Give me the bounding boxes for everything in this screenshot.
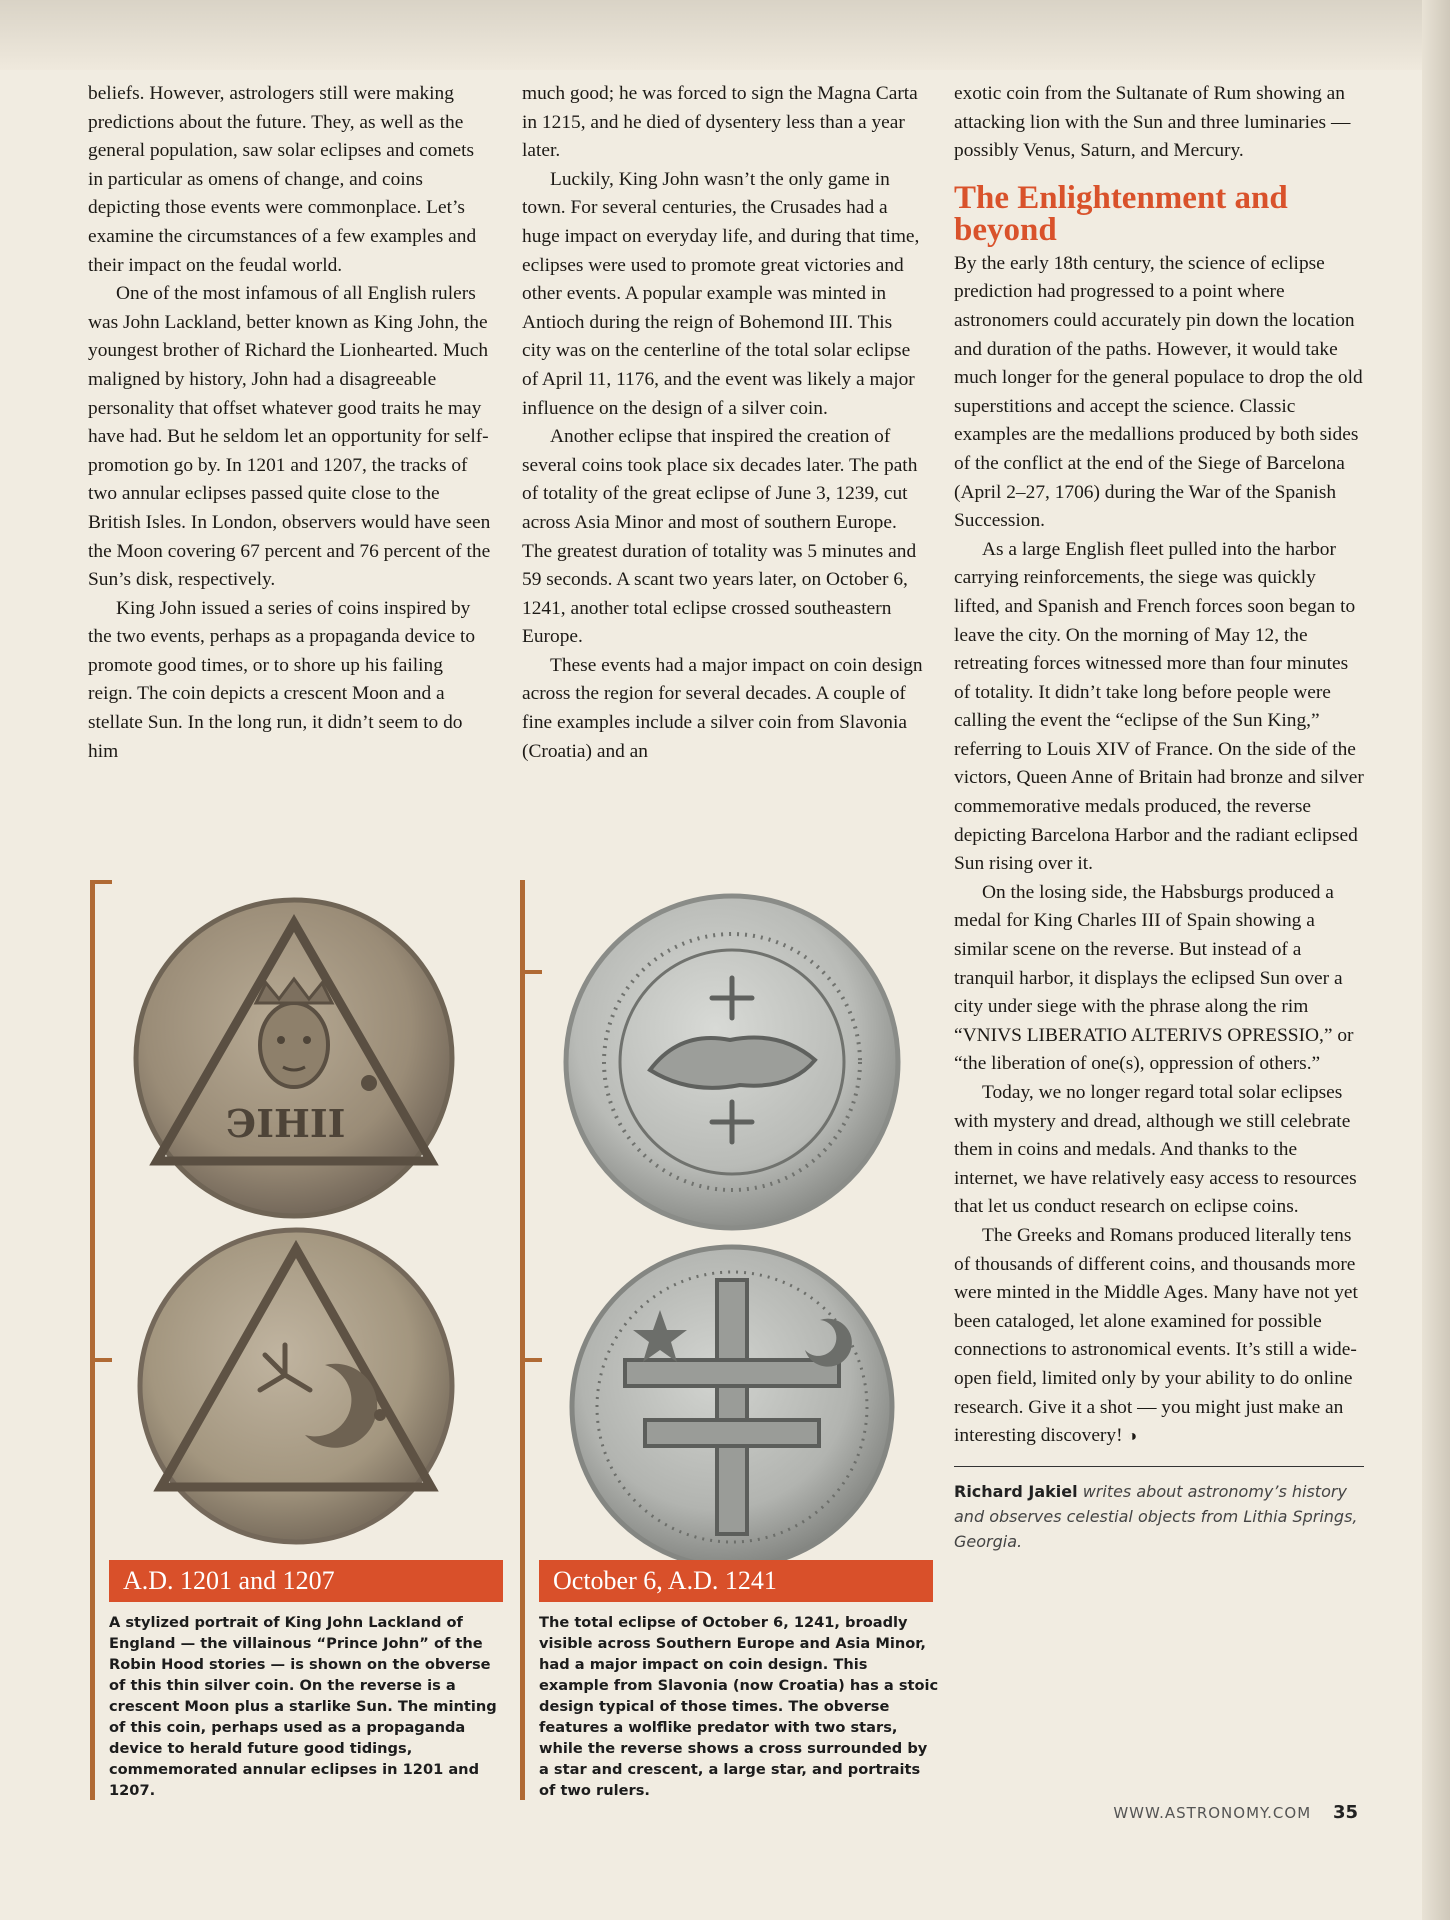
paragraph: exotic coin from the Sultanate of Rum showing an attacking lion with the Sun and three luminaries — possibly Venus, Saturn, and Mercury. [954,83,1351,162]
end-mark-icon: ◑ [1127,1428,1138,1446]
figure-king-john-coin [90,880,511,1800]
author-byline [954,1466,1364,1554]
paragraph-text: The Greeks and Romans produced literally tens of thousands of different coins, and thousands more were minted in the Middle Ages. Many have not yet been cataloged, let alone examined for possible connections to astronomical events. It’s still a wide-open field, limited only by your ability to do online research. Give it a shot — you might just make an interesting discovery! [954,1224,1358,1447]
paragraph: Another eclipse that inspired the creation of several coins took place six decades later. The path of totality of the great eclipse of June 3, 1239, cut across Asia Minor and most of southern Europe. The greatest duration of totality was 5 minutes and 59 seconds. A scant two years later, on October 6, 1241, another total eclipse crossed southeastern Europe. [522,426,918,648]
paragraph: beliefs. However, astrologers still were making predictions about the future. They, as well as the general population, saw solar eclipses and comets in particular as omens of change, and coins depicting those events were commonplace. Let’s examine the circumstances of a few examples and their impact on the feudal world. [88,83,477,276]
paragraph: On the losing side, the Habsburgs produced a medal for King Charles III of Spain showing a similar scene on the reverse. But instead of a tranquil harbor, it displays the eclipsed Sun over a city under siege with the phrase along the rim “VNIVS LIBERATIO ALTERIVS OPRESSIO,” or “the liberation of one(s), oppression of others.” [954,881,1354,1075]
coin-obverse-king-john [131,895,457,1221]
page-number: 35 [1332,1802,1358,1823]
article-column-1 [88,80,492,766]
figure-date-band: A.D. 1201 and 1207 [109,1560,503,1602]
paragraph: As a large English fleet pulled into the harbor carrying reinforcements, the siege was quickly lifted, and Spanish and French forces soon began to leave the city. On the morning of May 12, the retreating forces witnessed more than four minutes of totality. It didn’t take long before people were calling the event the “eclipse of the Sun King,” referring to Louis XIV of France. On the side of the victors, Queen Anne of Britain had bronze and silver commemorative medals produced, the reverse depicting Barcelona Harbor and the radiant eclipsed Sun rising over it. [954,538,1364,875]
paragraph: By the early 18th century, the science of eclipse prediction had progressed to a point where astronomers could accurately pin down the location and duration of the paths. However, it would take much longer for the general populace to drop the old superstitions and accept the science. Classic examples are the medallions produced by both sides of the conflict at the end of the Siege of Barcelona (April 2–27, 1706) during the War of the Spanish Succession. [954,252,1363,532]
figure-rule-tick [90,1358,112,1362]
figure-slavonia-coin [520,880,941,1800]
coin-reverse-cross [565,1240,899,1574]
article-column-3 [954,80,1364,1554]
figure-date-band: October 6, A.D. 1241 [539,1560,933,1602]
figure-caption: The total eclipse of October 6, 1241, broadly visible across Southern Europe and Asia Minor, had a major impact on coin design. This example from Slavonia (now Croatia) has a stoic design typical of those times. The obverse features a wolflike predator with two stars, while the reverse shows a cross surrounded by a star and crescent, a large star, and portraits of two rulers. [539,1614,939,1799]
section-heading: The Enlightenment and beyond [954,179,1288,248]
paragraph: King John issued a series of coins inspired by the two events, perhaps as a propaganda device to promote good times, or to shore up his failing reign. The coin depicts a crescent Moon and a stellate Sun. In the long run, it didn’t seem to do him [88,597,476,762]
article-column-2 [522,80,926,766]
author-bio: writes about astronomy’s history and observes celestial objects from Lithia Springs, Georgia. [954,1481,1358,1551]
paragraph: Today, we no longer regard total solar eclipses with mystery and dread, although we still celebrate them in coins and medals. And thanks to the internet, we have relatively easy access to resources that let us conduct research on eclipse coins. [954,1082,1357,1218]
coin-reverse-crescent-moon [135,1225,457,1547]
paragraph [954,1222,1364,1452]
figure-rule-tick [520,1358,542,1362]
figure-rule-tick [90,880,112,884]
paragraph: much good; he was forced to sign the Magna Carta in 1215, and he died of dysentery less than a year later. [522,83,918,162]
svg-text:ЭIHII: ЭIHII [226,1101,346,1146]
paragraph: One of the most infamous of all English rulers was John Lackland, better known as King John, the youngest brother of Richard the Lionhearted. Much maligned by history, John had a disagreeable personality that offset whatever good traits he may have had. But he seldom let an opportunity for self-promotion go by. In 1201 and 1207, the tracks of two annular eclipses passed quite close to the British Isles. In London, observers would have seen the Moon covering 67 percent and 76 percent of the Sun’s disk, respectively. [88,283,491,591]
coin-obverse-wolf [560,890,904,1234]
paragraph: These events had a major impact on coin design across the region for several decades. A couple of fine examples include a silver coin from Slavonia (Croatia) and an [522,654,923,762]
website-url: WWW.ASTRONOMY.COM [1113,1804,1312,1822]
author-name: Richard Jakiel [954,1481,1078,1501]
figure-caption: A stylized portrait of King John Lackland of England — the villainous “Prince John” of the Robin Hood stories — is shown on the obverse of this thin silver coin. On the reverse is a crescent Moon plus a starlike Sun. The minting of this coin, perhaps used as a propaganda device to herald future good tidings, commemorated annular eclipses in 1201 and 1207. [109,1614,497,1799]
paragraph: Luckily, King John wasn’t the only game in town. For several centuries, the Crusades had a huge impact on everyday life, and during that time, eclipses were used to promote great victories and other events. A popular example was minted in Antioch during the reign of Bohemond III. This city was on the centerline of the total solar eclipse of April 11, 1176, and the event was likely a major influence on the design of a silver coin. [522,168,920,419]
page-right-edge [1422,0,1450,1920]
page-footer [1113,1802,1358,1823]
figure-rule-tick [520,970,542,974]
page-top-edge [0,0,1450,70]
